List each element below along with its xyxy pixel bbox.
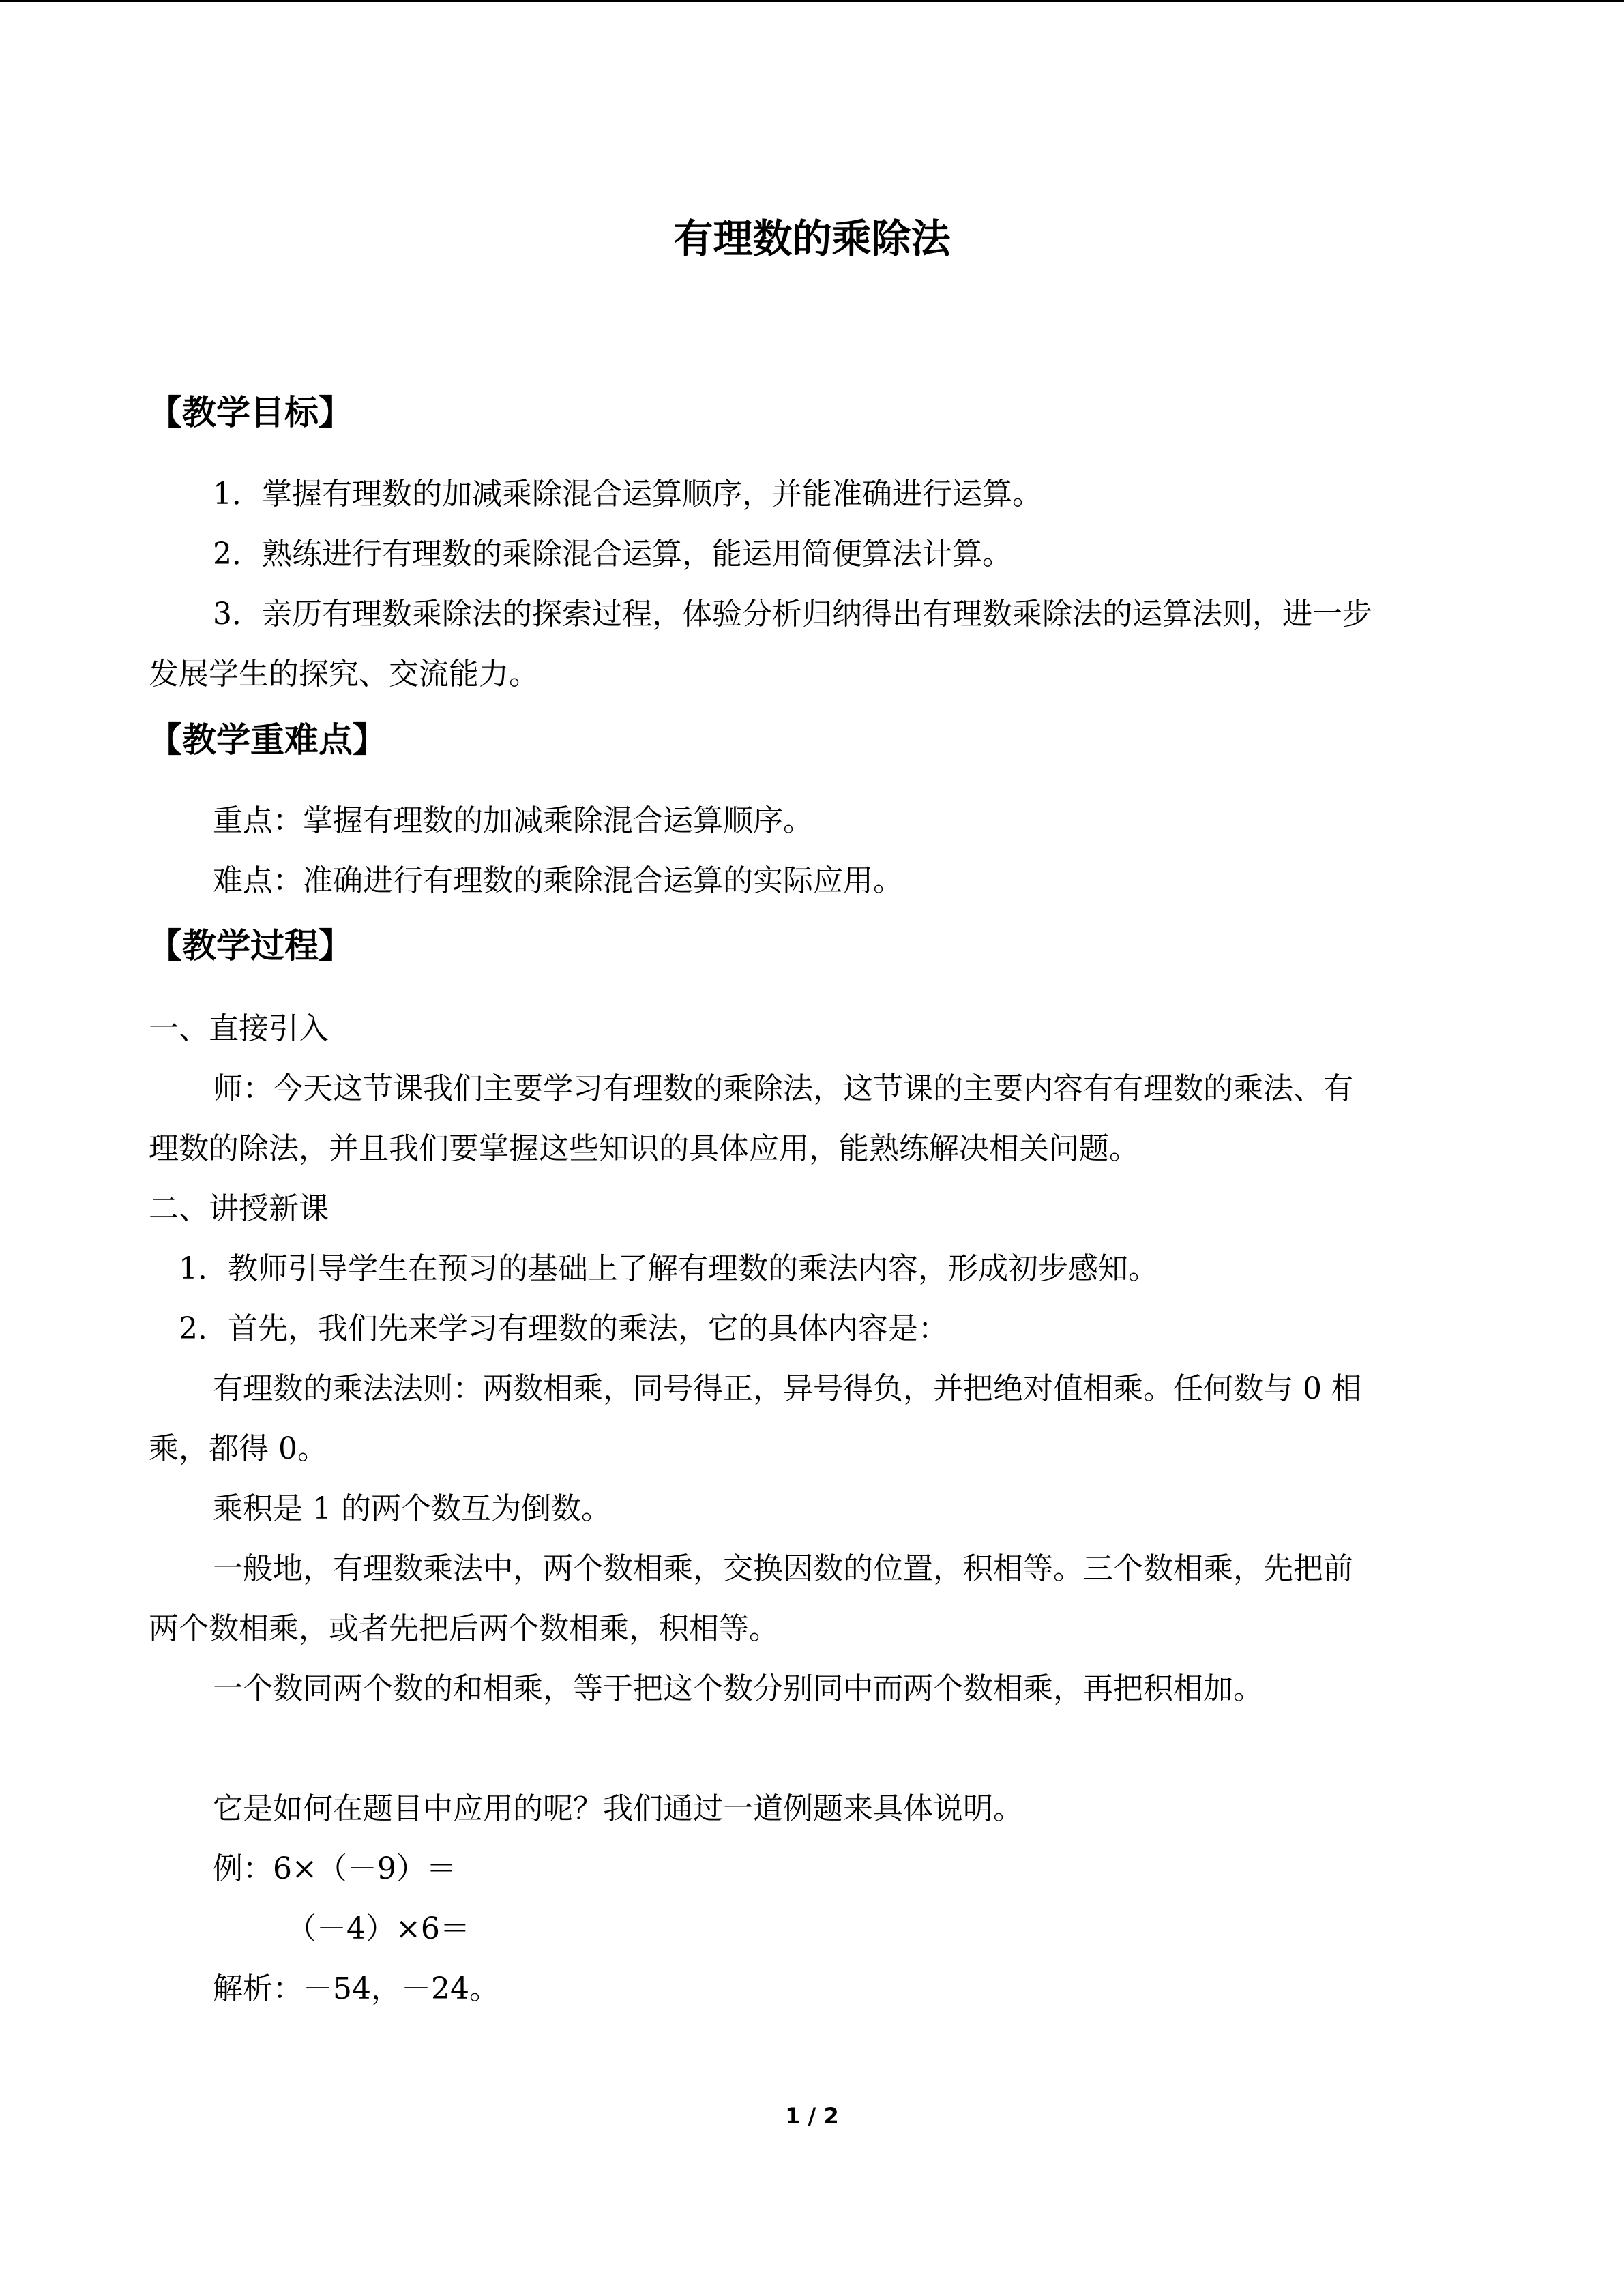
page-top-border (0, 0, 1624, 2)
page-number: 1 / 2 (785, 2103, 839, 2129)
goal-item-3-continued: 发展学生的探究、交流能力。 (149, 657, 539, 691)
example-answer: 解析：－54，－24。 (213, 1971, 499, 2006)
process-paragraph: 一个数同两个数的和相乘，等于把这个数分别同中而两个数相乘，再把积相加。 (213, 1671, 1263, 1706)
document-title: 有理数的乘除法 (673, 215, 951, 262)
goal-item-3: 3．亲历有理数乘除法的探索过程，体验分析归纳得出有理数乘除法的运算法则，进一步 (213, 597, 1372, 631)
goal-item-2: 2．熟练进行有理数的乘除混合运算，能运用简便算法计算。 (213, 537, 1012, 571)
process-step-2: 2．首先，我们先来学习有理数的乘法，它的具体内容是： (179, 1311, 948, 1346)
process-paragraph: 乘积是 1 的两个数互为倒数。 (213, 1491, 611, 1526)
section-heading-process: 【教学过程】 (148, 926, 353, 966)
process-subheading-new-lesson: 二、讲授新课 (149, 1191, 329, 1226)
example-line-1: 例：6×（－9）＝ (213, 1851, 456, 1886)
goal-item-1: 1．掌握有理数的加减乘除混合运算顺序，并能准确进行运算。 (213, 477, 1042, 511)
process-paragraph-continued: 乘，都得 0。 (149, 1431, 327, 1466)
process-paragraph: 有理数的乘法法则：两数相乘，同号得正，异号得负，并把绝对值相乘。任何数与 0 相 (213, 1371, 1361, 1406)
process-subheading-intro: 一、直接引入 (149, 1011, 329, 1046)
process-paragraph: 它是如何在题目中应用的呢？我们通过一道例题来具体说明。 (213, 1791, 1023, 1826)
example-line-2: （－4）×6＝ (286, 1911, 470, 1946)
keypoint-focus: 重点：掌握有理数的加减乘除混合运算顺序。 (213, 803, 813, 838)
process-step-1: 1．教师引导学生在预习的基础上了解有理数的乘法内容，形成初步感知。 (179, 1251, 1158, 1286)
process-paragraph: 师：今天这节课我们主要学习有理数的乘除法，这节课的主要内容有有理数的乘法、有 (213, 1071, 1353, 1106)
process-paragraph: 一般地，有理数乘法中，两个数相乘，交换因数的位置，积相等。三个数相乘，先把前 (213, 1551, 1353, 1586)
keypoint-difficulty: 难点：准确进行有理数的乘除混合运算的实际应用。 (213, 863, 903, 898)
section-heading-goals: 【教学目标】 (148, 393, 353, 432)
process-paragraph-continued: 两个数相乘，或者先把后两个数相乘，积相等。 (149, 1611, 779, 1646)
section-heading-keypoints: 【教学重难点】 (148, 720, 387, 760)
process-paragraph-continued: 理数的除法，并且我们要掌握这些知识的具体应用，能熟练解决相关问题。 (149, 1131, 1139, 1166)
